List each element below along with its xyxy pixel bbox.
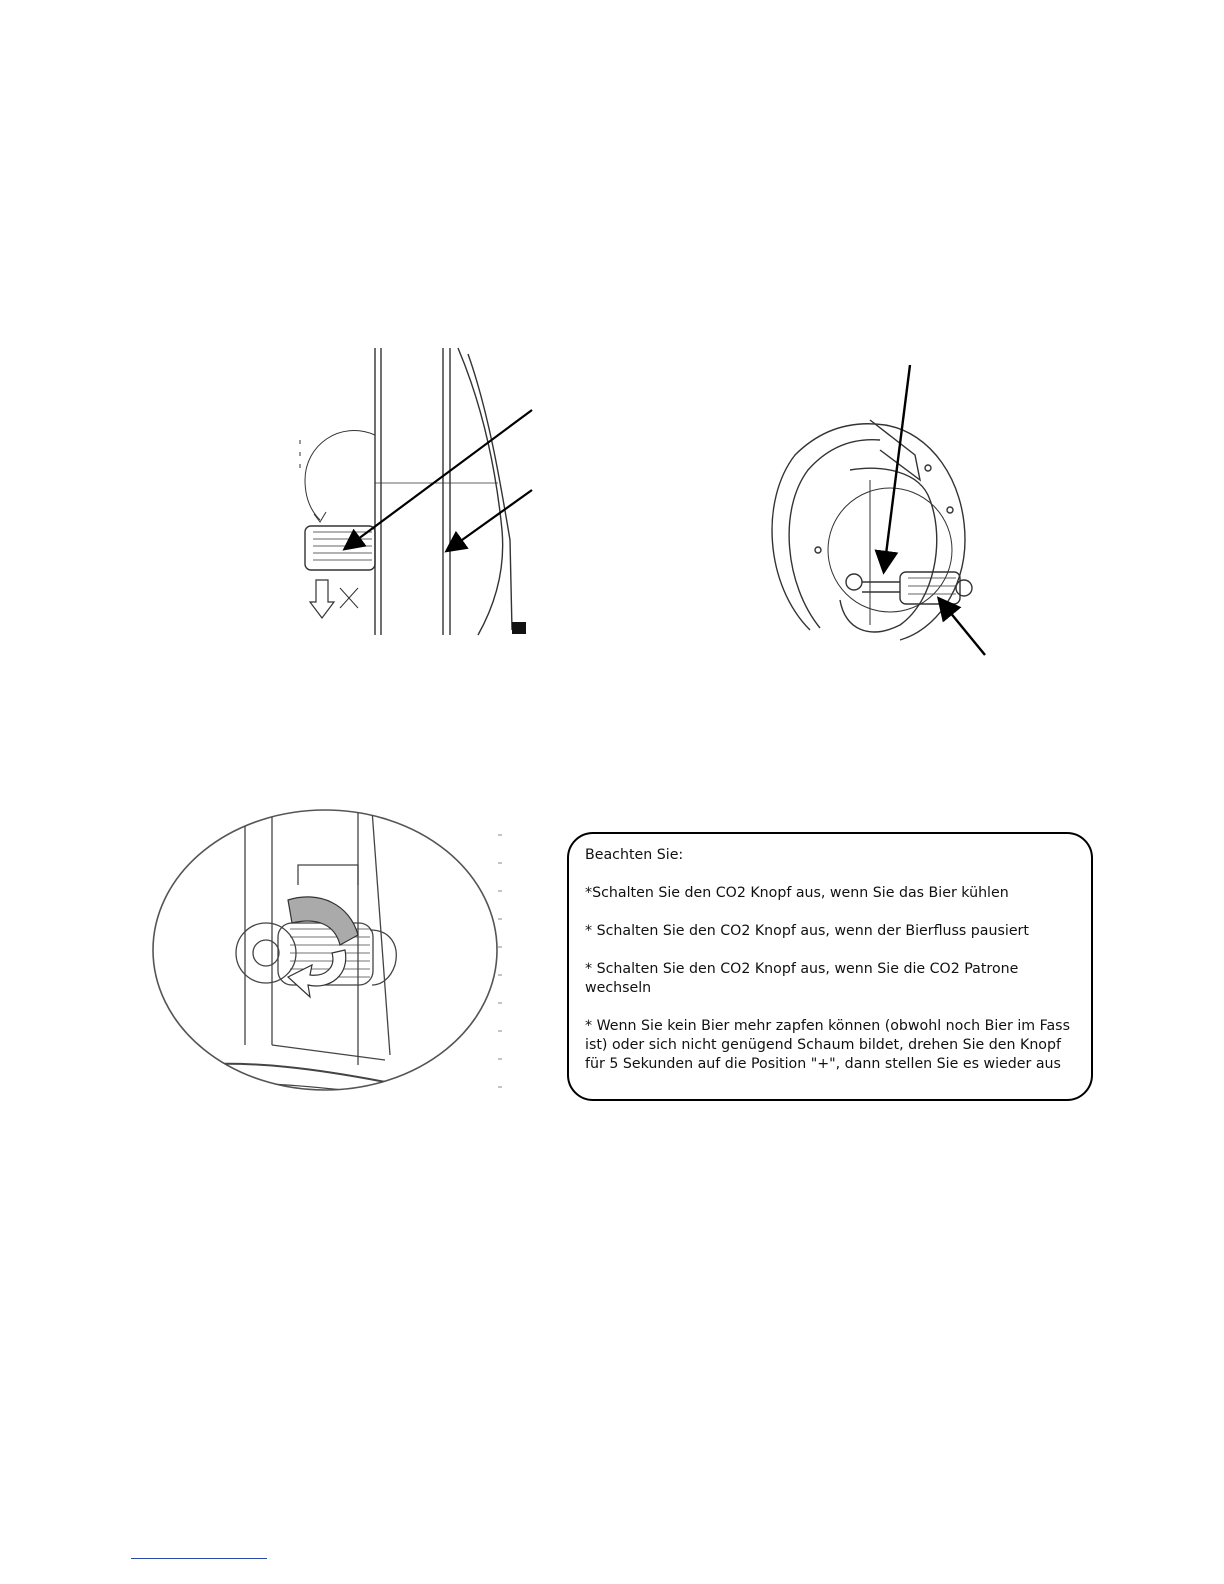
note-item: * Wenn Sie kein Bier mehr zapfen können (obwohl noch Bier im Fass ist) oder sich nicht genügend Schaum bildet, drehen Sie den Knopf für 5 Sekunden auf die Position "+", dann stellen Sie es wieder aus xyxy=(585,1018,1070,1072)
note-box xyxy=(567,832,1093,1101)
note-item: * Schalten Sie den CO2 Knopf aus, wenn der Bierfluss pausiert xyxy=(585,923,1029,939)
regulator-housing-illustration xyxy=(750,360,1000,665)
note-item: * Schalten Sie den CO2 Knopf aus, wenn Sie die CO2 Patrone wechseln xyxy=(585,961,1019,996)
note-title: Beachten Sie: xyxy=(585,847,684,863)
knob-rotation-illustration xyxy=(140,805,520,1100)
note-item: *Schalten Sie den CO2 Knopf aus, wenn Sie das Bier kühlen xyxy=(585,885,1009,901)
knob-side-view-illustration xyxy=(280,340,540,640)
footer-rule xyxy=(131,1558,267,1559)
